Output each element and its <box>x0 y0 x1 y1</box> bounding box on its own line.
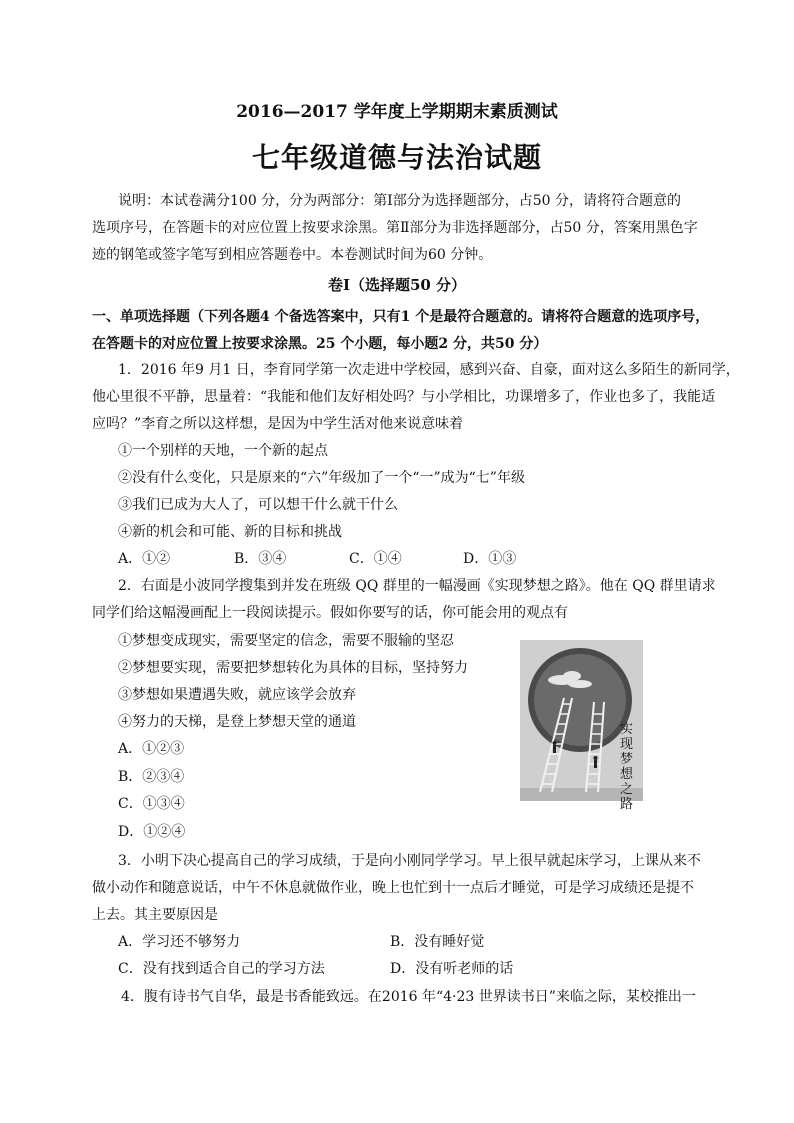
dream-ladder-cartoon <box>520 640 643 812</box>
q3-option-c: C．没有找到适合自己的学习方法 <box>118 961 325 977</box>
q2-item: ④努力的天梯，是登上梦想天堂的通道 <box>118 714 356 730</box>
section-title: 卷Ⅰ（选择题50 分） <box>327 276 467 294</box>
q2-stem-line: 同学们给这幅漫画配上一段阅读提示。假如你要写的话，你可能会用的观点有 <box>92 605 568 621</box>
q3-option-d: D．没有听老师的话 <box>390 961 514 977</box>
q2-option-a: A．①②③ <box>118 741 185 757</box>
cartoon-caption: 实现梦想之路 <box>620 722 634 812</box>
q1-stem-line: 他心里很不平静，思量着：“我能和他们友好相处吗？与小学相比，功课增多了，作业也多了，我能适 <box>92 389 716 405</box>
q3-stem-line: 做小动作和随意说话，中午不休息就做作业，晚上也忙到十一点后才睡觉，可是学习成绩还是提不 <box>92 880 694 896</box>
q1-option-b: B．③④ <box>234 551 287 567</box>
q1-item: ④新的机会和可能、新的目标和挑战 <box>118 524 342 540</box>
q1-item: ②没有什么变化，只是原来的“六”年级加了一个“一”成为“七”年级 <box>118 470 525 486</box>
instructions-line: 说明：本试卷满分100 分，分为两部分：第Ⅰ部分为选择题部分，占50 分，请将符合题意的 <box>118 193 681 209</box>
q1-item: ①一个别样的天地，一个新的起点 <box>118 443 328 459</box>
section-intro-line: 在答题卡的对应位置上按要求涂黑。25 个小题，每小题2 分，共50 分） <box>92 336 548 352</box>
q2-option-d: D．①②④ <box>118 824 186 840</box>
exam-title: 七年级道德与法治试题 <box>251 141 542 174</box>
q3-stem-line: 3．小明下决心提高自己的学习成绩，于是向小刚同学学习。早上很早就起床学习，上课从来不 <box>118 853 701 869</box>
q2-stem-line: 2．右面是小波同学搜集到并发在班级 QQ 群里的一幅漫画《实现梦想之路》。他在 QQ 群里请求 <box>118 578 716 594</box>
q2-item: ①梦想变成现实，需要坚定的信念，需要不服输的坚忍 <box>118 633 454 649</box>
exam-subtitle: 2016—2017 学年度上学期期末素质测试 <box>236 102 558 122</box>
q1-stem-line: 应吗？”李育之所以这样想，是因为中学生活对他来说意味着 <box>92 416 464 432</box>
section-intro-line: 一、单项选择题（下列各题4 个备选答案中，只有1 个是最符合题意的。请将符合题意的选项序号， <box>92 309 710 325</box>
q1-item: ③我们已成为大人了，可以想干什么就干什么 <box>118 497 398 513</box>
instructions-line: 选项序号，在答题卡的对应位置上按要求涂黑。第Ⅱ部分为非选择题部分，占50 分，答案用黑色字 <box>92 220 698 236</box>
instructions-line: 迹的钢笔或签字笔写到相应答题卷中。本卷测试时间为60 分钟。 <box>92 247 493 263</box>
q1-option-c: C．①④ <box>349 551 402 567</box>
q3-stem-line: 上去。其主要原因是 <box>92 907 218 923</box>
q1-stem-line: 1．2016 年9 月1 日，李育同学第一次走进中学校园，感到兴奋、自豪，面对这么多陌生的新同学， <box>118 362 740 378</box>
q3-option-b: B．没有睡好觉 <box>390 934 485 950</box>
q1-option-d: D．①③ <box>463 551 517 567</box>
q2-item: ③梦想如果遭遇失败，就应该学会放弃 <box>118 687 356 703</box>
q4-stem-line: 4．腹有诗书气自华，最是书香能致远。在2016 年“4·23 世界读书日”来临之际，某校推出一 <box>121 989 696 1005</box>
q2-option-b: B．②③④ <box>118 769 185 785</box>
q1-option-a: A．①② <box>118 551 171 567</box>
q2-option-c: C．①③④ <box>118 796 185 812</box>
q2-item: ②梦想要实现，需要把梦想转化为具体的目标，坚持努力 <box>118 660 468 676</box>
q3-option-a: A．学习还不够努力 <box>118 934 241 950</box>
